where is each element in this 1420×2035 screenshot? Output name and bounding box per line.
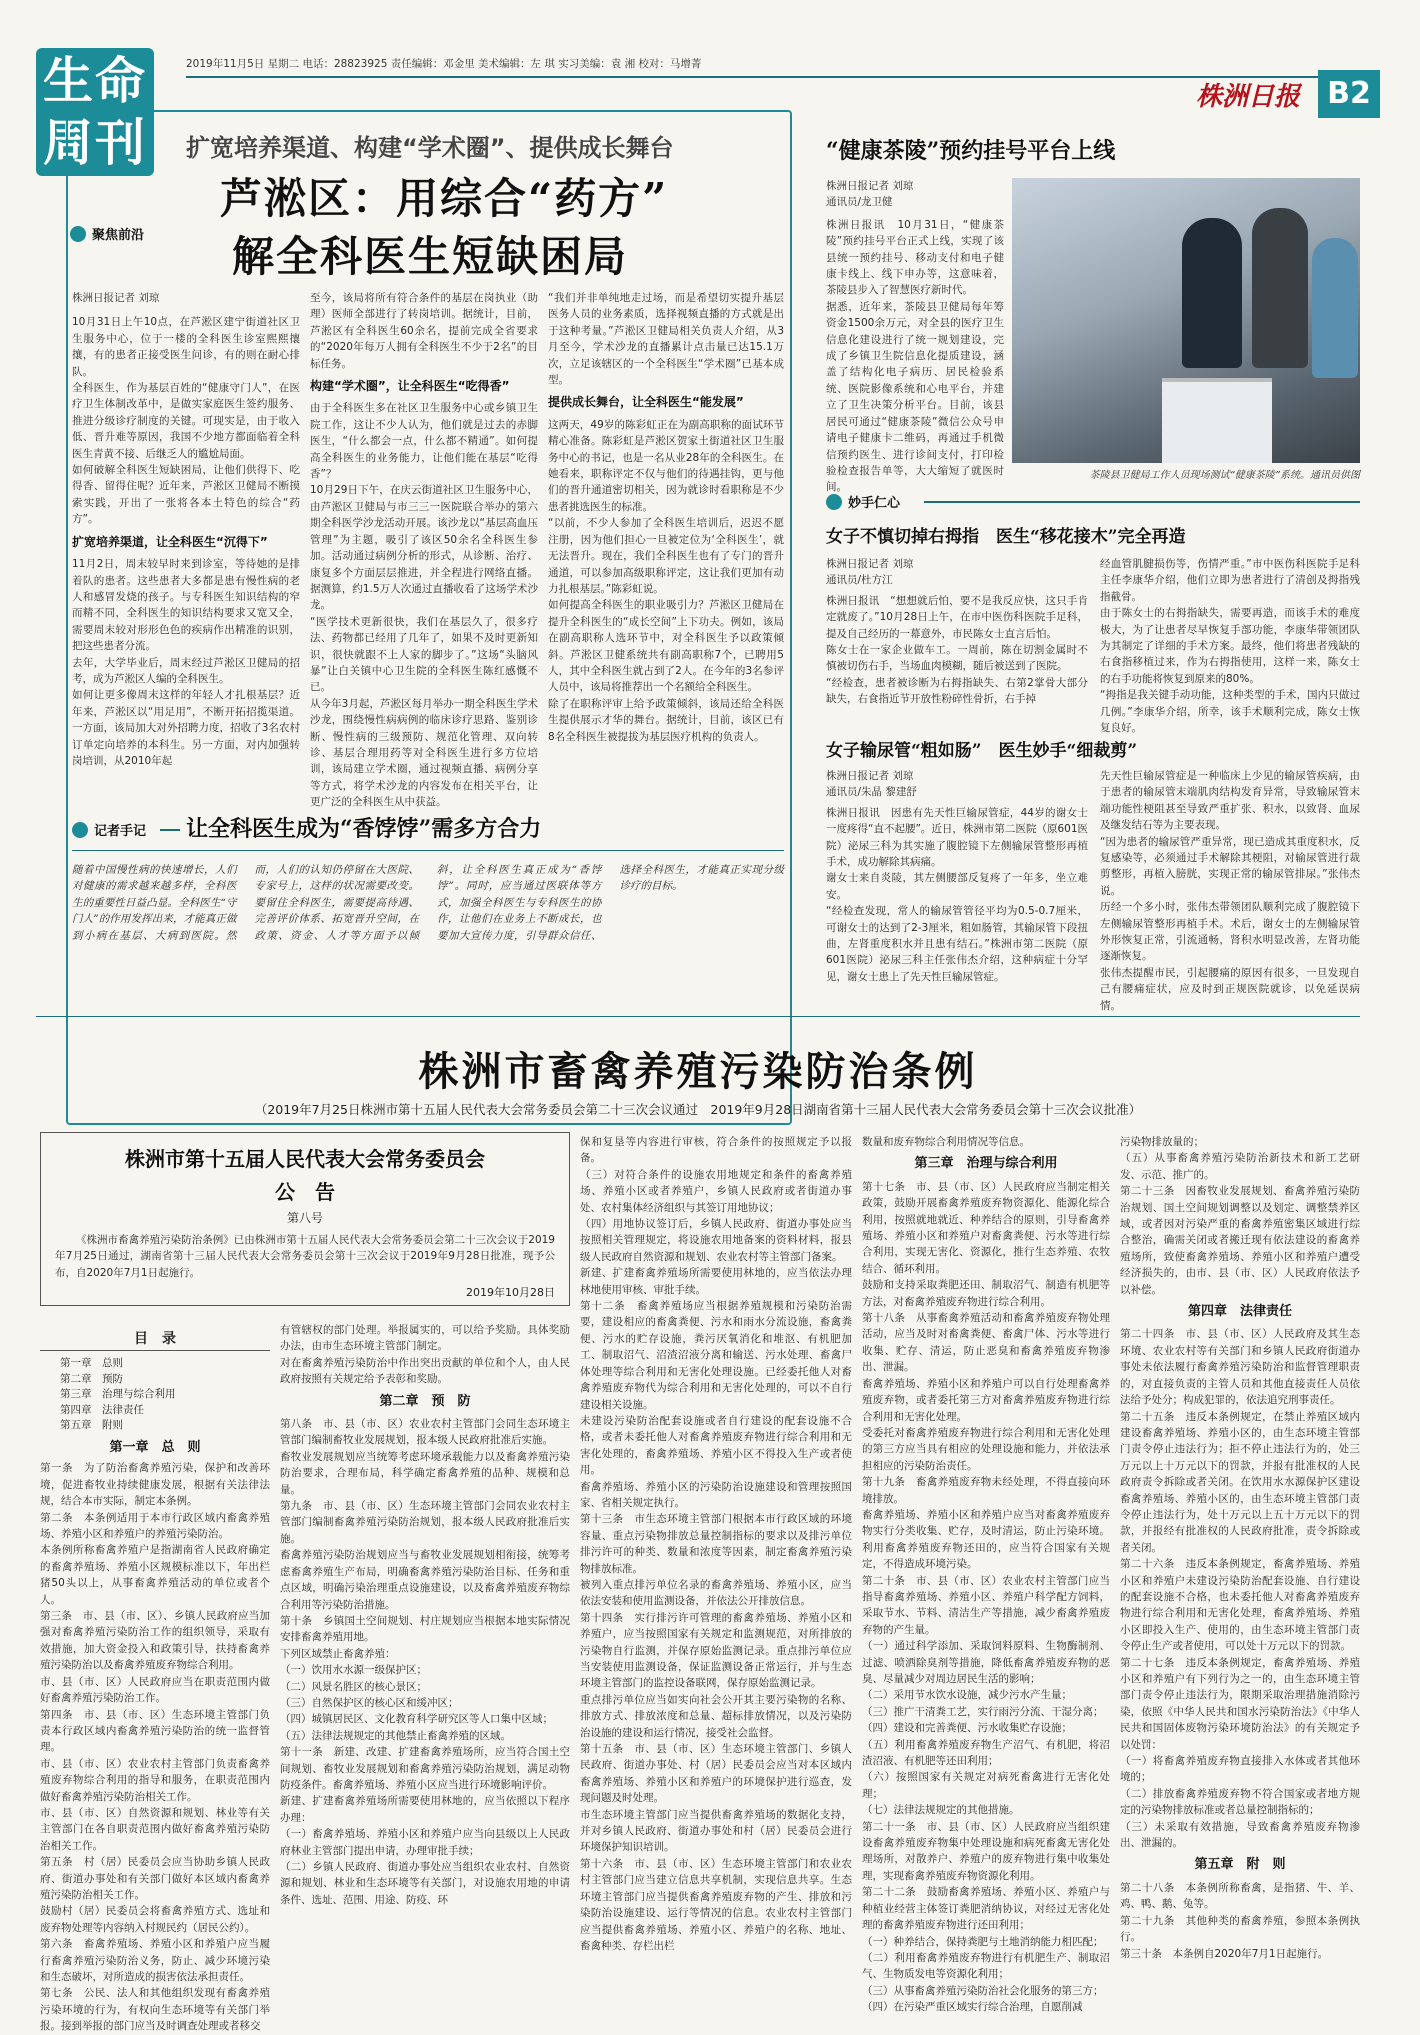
story-b-text-1: 株洲日报讯 因患有先天性巨输尿管症，44岁的谢女士一度疼得“直不起腰”。近日，株洲市第二医院（原601医院）泌尿三科为其实施了腹腔镜下左侧输尿管整形再植手术，成功解除其病痛。 谢女士来自炎陵，其左侧腰部反复疼了一年多，坐立难安。 “经检查发现，常人的输尿管管径平均为0.5-0.7厘米，可谢女士的达到了2-3厘米，粗如肠管，其输尿管下段扭曲，左肾重度积水并且患有结石。”株洲市第二医院（原601医院）泌尿三科主任张伟杰介绍，这种病症十分罕见，谢女士患上了先天性巨输尿管症。 (826, 806, 1088, 983)
side-story-1-body: 株洲日报讯 10月31日，“健康茶陵”预约挂号平台正式上线，实现了该县统一预约挂号、移动支付和电子健康卡线上、线下申办等，这意味着，茶陵县步入了智慧医疗新时代。 据悉，近年来，茶陵县卫健局每年筹资金1500余万元，对全县的医疗卫生信息化建设进行了统一规划建设，完成了乡镇卫生院信息化提质建设，涵盖了结构化电子病历、居民检验系统、医院影像系统和心电平台，并建立了卫生决策分析平台。目前，该县居民可通过“健康茶陵”微信公众号申请电子健康卡二维码，再通过手机微信预约医生、进行诊间支付，打印检验检查报告单等，大大缩短了就医时间。 (826, 218, 1004, 494)
side-section-tag (826, 492, 900, 511)
side-story-1-text (826, 178, 1004, 494)
lead-col1-subhead: 扩宽培养渠道，让全科医生“沉得下” (72, 534, 268, 549)
chapter-3-title: 第三章 治理与综合利用 (914, 1156, 1058, 1172)
lead-col-1 (72, 290, 300, 790)
page-number: B2 (1318, 70, 1380, 118)
lead-col-3 (548, 290, 784, 790)
reg-col-2 (280, 1322, 570, 1988)
reg-col2-text-b: 第八条 市、县（市、区）农业农村主管部门会同生态环境主管部门编制畜牧业发展规划，报本级人民政府批准后实施。 畜牧业发展规划应当统筹考虑环境承载能力以及畜禽养殖污染防治要求，合理布局，科学确定畜禽养殖的品种、规模和总量。 第九条 市、县（市、区）生态环境主管部门会同农业农村主管部门编制畜禽养殖污染防治规划，报本级人民政府批准后实施。 畜禽养殖污染防治规划应当与畜牧业发展规划相衔接，统筹考虑畜禽养殖生产布局，明确畜禽养殖污染防治目标、任务和重点区域，明确污染治理重点设施建设，以及畜禽养殖废弃物综合利用等污染防治措施。 第十条 乡镇国土空间规划、村庄规划应当根据本地实际情况安排畜禽养殖用地。 下列区域禁止畜禽养殖： （一）饮用水水源一级保护区； （二）风景名胜区的核心景区； （三）自然保护区的核心区和缓冲区； （四）城镇居民区、文化教育科学研究区等人口集中区域； （五）法律法规规定的其他禁止畜禽养殖的区域。 第十一条 新建、改建、扩建畜禽养殖场所，应当符合国土空间规划、畜牧业发展规划和畜禽养殖污染防治规划，满足动物防疫条件。畜禽养殖场、养殖小区应当进行环境影响评价。 新建、扩建畜禽养殖场所需要使用林地的，应当依照以下程序办理： （一）畜禽养殖场、养殖小区和养殖户应当向县级以上人民政府林业主管部门提出申请，办理审批手续； （二）乡镇人民政府、街道办事处应当组织农业农村、自然资源和规划、林业和生态环境等有关部门，对设施农用地的申请条件、选址、范围、用途、防疫、环 (280, 1418, 570, 1906)
reg-col5-text-c: 第二十八条 本条例所称畜禽，是指猪、牛、羊、鸡、鸭、鹅、兔等。 第二十九条 其他种类的畜禽养殖，参照本条例执行。 第三十条 本条例自2020年7月1日起施行。 (1120, 1881, 1360, 1960)
news-photo (1012, 178, 1360, 463)
toc-item[interactable]: 第二章 预防 (60, 1372, 123, 1385)
lead-byline: 株洲日报记者 刘琼 (72, 292, 160, 304)
lead-col2-text-b: 由于全科医生多在社区卫生服务中心或乡镇卫生院工作，这让不少人认为，他们就是过去的赤脚医生，“什么都会一点，什么都不精通”。如何提高全科医生的业务能力，让他们能在基层“吃得香”？ 10月29日下午，在庆云街道社区卫生服务中心，由芦淞区卫健局与市三三一医院联合举办的第六期全科医学沙龙活动开展。该沙龙以“基层高血压管理”为主题，吸引了该区50余名全科医生参加。活动通过病例分析的形式，从诊断、治疗、康复多个方面层层推进，并全程进行网络直播。据测算，约1.5万人次通过直播收看了这场学术沙龙。 “医学技术更新很快，我们在基层久了，很多疗法、药物都已经用了几年了，如果不及时更新知识，很快就跟不上人家的脚步了。”这场“头脑风暴”让白关镇中心卫生院的全科医生陈红感慨不已。 从今年3月起，芦淞区每月举办一期全科医生学术沙龙，围绕慢性病病例的临床诊疗思路、鉴别诊断、慢性病的三级预防、规范化管理、双向转诊、基层合理用药等对全科医生进行多方位培训，该局建立学术圈，通过视频直播、病例分享等方式，将学术沙龙的内容发布在相关平台，让更广泛的全科医生从中获益。 (310, 402, 538, 809)
reg-col5-text: 污染物排放量的； （五）从事畜禽养殖污染防治新技术和新工艺研发、示范、推广的。 第二十三条 因畜牧业发展规划、畜禽养殖污染防治规划、国土空间规划调整以及划定、调整禁养区域，或者因对污染严重的畜禽养殖密集区域进行综合整治，确需关闭或者搬迁现有依法建设的畜禽养殖场所，致使畜禽养殖场、养殖小区和养殖户遭受经济损失的，由市、县（市、区）人民政府依法予以补偿。 (1120, 1136, 1360, 1296)
lead-col3-text: “我们并非单纯地走过场，而是希望切实提升基层医务人员的业务素质，选择视频直播的方式就是出于这种考量。”芦淞区卫健局相关负责人介绍，从3月至今，学术沙龙的直播累计点击量已达15.1万次，立足该辖区的一个全科医生“学术圈”已基本成型。 (548, 292, 784, 387)
hand-heart-icon (826, 494, 842, 510)
story-a-text-2: 经血管肌腱损伤等，伤情严重。”市中医伤科医院手足科主任李康华介绍，他们立即为患者进行了清创及拇指残指截骨。 由于陈女士的右拇指缺失，需要再造，而该手术的难度极大，为了让患者尽早恢复手部功能，李康华带领团队为其制定了详细的手术方案。最终，他们将患者残缺的右食指移植过来，作为右拇指使用，这样一来，陈女士的右手功能将恢复到原来的80%。 “拇指是我关键手动功能，这种类型的手术，国内只做过几例。”李康华介绍，所幸，该手术顺利完成，陈女士恢复良好。 (1100, 558, 1360, 735)
side-headline-b: 女子输尿管“粗如肠” 医生妙手“细裁剪” (826, 741, 1138, 761)
story-b-byline-2: 通讯员/朱晶 黎建舒 (826, 786, 917, 799)
reg-col4-text: 数量和废弃物综合利用情况等信息。 (862, 1136, 1030, 1148)
regulation-top-rule (36, 1016, 1360, 1017)
story-a-col-1 (826, 556, 1088, 722)
regulation-subtitle: （2019年7月25日株洲市第十五届人民代表大会常务委员会第二十三次会议通过 2019年9月28日湖南省第十三届人民代表大会常务委员会第十三次会议批准） (254, 1102, 1142, 1117)
lead-headline-2: 解全科医生短缺困局 (232, 232, 629, 281)
story-b-text-2: 先天性巨输尿管症是一种临床上少见的输尿管疾病，由于患者的输尿管末端肌肉结构发育异常，导致输尿管末端功能性梗阻甚至导致严重扩张、积水，以致肾、血尿及继发结石等为主要表现。 “因为患者的输尿管严重异常，现已造成其重度积水，反复感染等，必须通过手术解除其梗阻，对输尿管进行裁剪整形，再植入膀胱，实现正常的输尿管排尿。”张伟杰说。 历经一个多小时，张伟杰带领团队顺利完成了腹腔镜下左侧输尿管整形再植手术。术后，谢女士的左侧输尿管外形恢复正常，引流通畅，肾积水明显改善，左肾功能逐渐恢复。 张伟杰提醒市民，引起腰痛的原因有很多，一旦发现自己有腰痛症状，应及时到正规医院就诊，以免延误病情。 (1100, 770, 1360, 1012)
chapter-5-title: 第五章 附 则 (1194, 1857, 1286, 1873)
toc-item[interactable]: 第一章 总则 (60, 1357, 123, 1369)
toc-item[interactable]: 第五章 附则 (60, 1419, 123, 1431)
commentary-rule (160, 829, 180, 831)
reg-col1-text: 第一条 为了防治畜禽养殖污染，保护和改善环境，促进畜牧业持续健康发展，根据有关法律法规，结合本市实际，制定本条例。 第二条 本条例适用于本市行政区域内畜禽养殖场、养殖小区和养殖户的养殖污染防治。 本条例所称畜禽养殖户是指湖南省人民政府确定的畜禽养殖场、养殖小区规模标准以下，年出栏猪50头以上，从事畜禽养殖活动的单位或者个人。 第三条 市、县（市、区）、乡镇人民政府应当加强对畜禽养殖污染防治工作的组织领导，采取有效措施，加大资金投入和政策引导，扶持畜禽养殖污染防治以及畜禽养殖废弃物综合利用。 市、县（市、区）人民政府应当在职责范围内做好畜禽养殖污染防治工作。 第四条 市、县（市、区）生态环境主管部门负责本行政区域内畜禽养殖污染防治的统一监督管理。 市、县（市、区）农业农村主管部门负责畜禽养殖废弃物综合利用的指导和服务，在职责范围内做好畜禽养殖污染防治相关工作。 市、县（市、区）自然资源和规划、林业等有关主管部门在各自职责范围内做好畜禽养殖污染防治相关工作。 第五条 村（居）民委员会应当协助乡镇人民政府、街道办事处和有关部门做好本区域内畜禽养殖污染防治相关工作。 鼓励村（居）民委员会将畜禽养殖方式、选址和废弃物处理等内容纳入村规民约（居民公约）。 第六条 畜禽养殖场、养殖小区和养殖户应当履行畜禽养殖污染防治义务，防止、减少环境污染和生态破坏，对所造成的损害依法承担责任。 第七条 公民、法人和其他组织发现有畜禽养殖污染环境的行为，有权向生态环境等有关部门举报。接到举报的部门应当及时调查处理或者移交 (40, 1462, 270, 2033)
side-section-rule (924, 501, 1360, 503)
lead-col1-text-b: 11月2日，周末较早时来到诊室，等待她的是排着队的患者。这些患者大多都是患有慢性病的老人和感冒发烧的孩子。与专科医生知识结构的窄而精不同，全科医生的知识结构要求又宽又全，需要周末较对形形色色的疾病作出精准的识别，把这些患者分流。 去年，大学毕业后，周末经过芦淞区卫健局的招考，成为芦淞区人编的全科医生。 如何让更多像周末这样的年轻人才扎根基层？近年来，芦淞区以“用足用”，不断开拓招揽渠道。一方面，该局加大对外招聘力度，招收了3名农村订单定向培养的本科生。另一方面，对内加强转岗培训，从2010年起 (72, 558, 300, 767)
photo-person-3 (1312, 238, 1358, 378)
reg-col-4 (862, 1134, 1110, 2014)
toc-list (60, 1356, 270, 1434)
notice-body: 《株洲市畜禽养殖污染防治条例》已由株洲市第十五届人民代表大会常务委员会第二十三次会议于2019年7月25日通过，湖南省第十三届人民代表大会常务委员会第十三次会议于2019年9月28日批准，现予公布，自2020年7月1日起施行。 (55, 1234, 555, 1279)
reg-col3-text: 保和复垦等内容进行审核，符合条件的按照规定予以报备。 （三）对符合条件的设施农用地规定和条件的畜禽养殖场、养殖小区或者养殖户，乡镇人民政府或者街道办事处、农村集体经济组织与其签订用地协议； （四）用地协议签订后，乡镇人民政府、街道办事处应当按照相关管理规定，将设施农用地备案的资料材料，报县级人民政府自然资源和规划、农业农村等主管部门备案。 新建、扩建畜禽养殖场所需要使用林地的，应当依法办理林地使用审核、审批手续。 第十二条 畜禽养殖场应当根据养殖规模和污染防治需要，建设相应的畜禽粪便、污水和雨水分流设施，畜禽粪便、污水的贮存设施，粪污厌氧消化和堆沤、有机肥加工、制取沼气、沼渣沼液分离和输送、污水处理、畜禽尸体处理等综合利用和无害化处理设施。已经委托他人对畜禽养殖废弃物代为综合利用和无害化处理的，可以不自行建设相关设施。 未建设污染防治配套设施或者自行建设的配套设施不合格，或者未委托他人对畜禽养殖废弃物进行综合利用和无害化处理的，畜禽养殖场、养殖小区不得投入生产或者使用。 畜禽养殖场、养殖小区的污染防治设施建设和管理按照国家、省相关规定执行。 第十三条 市生态环境主管部门根据本市行政区域的环境容量、重点污染物排放总量控制指标的要求以及排污单位排污许可的种类、数量和浓度等因素，制定畜禽养殖污染物排放标准。 被列入重点排污单位名录的畜禽养殖场、养殖小区，应当依法安装和使用监测设备，并依法公开排放信息。 (580, 1136, 852, 1608)
lead-col2-subhead: 构建“学术圈”，让全科医生“吃得香” (310, 379, 510, 394)
story-a-byline-1: 株洲日报记者 刘琼 (826, 558, 914, 570)
commentary-headline: 让全科医生成为“香饽饽”需多方合力 (186, 816, 542, 842)
notice-type: 公 告 (275, 1180, 335, 1204)
regulation-title: 株洲市畜禽养殖污染防治条例 (418, 1048, 978, 1095)
commentary-tag (72, 820, 146, 839)
column-tag (70, 224, 144, 243)
lead-col-2 (310, 290, 538, 809)
notice-number: 第八号 (286, 1211, 323, 1225)
story-b-byline-1: 株洲日报记者 刘琼 (826, 770, 914, 782)
notice-box (40, 1132, 570, 1306)
chapter-4-title: 第四章 法律责任 (1187, 1304, 1292, 1320)
reg-col2-text: 有管辖权的部门处理。举报属实的，可以给予奖励。具体奖励办法，由市生态环境主管部门制定。 对在畜禽养殖污染防治中作出突出贡献的单位和个人，由人民政府按照有关规定给予表彰和奖励。 (280, 1324, 570, 1386)
story-b-col-1 (826, 768, 1088, 983)
date-line: 2019年11月5日 星期二 电话：28823925 责任编辑：邓金里 美术编辑：左 琪 实习美编：袁 湘 校对：马增菁 (186, 58, 702, 70)
side-section-tag-label: 妙手仁心 (848, 496, 901, 511)
story-a-text-1: 株洲日报讯 “想想就后怕，要不是我反应快，这只手肯定就废了。”10月28日上午，在市中医伤科医院手足科，提及自己经历的一幕意外，市民陈女士直言后怕。 陈女士在一家企业做车工。一周前，陈在切割金属时不慎被切伤右手，当场血肉模糊，随后被送到了医院。 “经检查，患者被诊断为右拇指缺失、右第2掌骨大部分缺失，右食指近节开放性粉碎性骨折，右手掉 (826, 594, 1088, 706)
photo-person-2 (1252, 208, 1308, 368)
lead-col3-text-b: 这两天，49岁的陈彩虹正在为副高职称的面试环节精心准备。陈彩虹是芦淞区贺家土街道社区卫生服务中心的书记，也是一名从业28年的全科医生。在她看来，职称评定不仅与他们的待遇挂钩，更与他们的晋升通道密切相关，因为就诊时看职称是不少患者挑选医生的标准。 “以前，不少人参加了全科医生培训后，迟迟不愿注册，因为他们担心一旦被定位为‘全科医生’，就无法晋升。现在，我们全科医生也有了专门的晋升通道，可以参加高级职称评定，这让我们更加有动力扎根基层。”陈彩虹说。 如何提高全科医生的职业吸引力？芦淞区卫健局在提升全科医生的“成长空间”上下功夫。例如，该局在副高职称人选环节中，对全科医生予以政策倾斜。芦淞区卫健系统共有副高职称7个，已聘用5人，其中全科医生就占到了2人。在今年的3名参评人员中，该局将推荐出一个名额给全科医生。 除了在职称评审上给予政策倾斜，该局还给全科医生提供展示才华的舞台。据统计，目前，该区已有8名全科医生被提拔为基层医疗机构的负责人。 (548, 418, 784, 743)
lead-col3-subhead: 提供成长舞台，让全科医生“能发展” (548, 395, 744, 410)
photo-caption: 茶陵县卫健局工作人员现场测试“健康茶陵”系统。通讯员供图 (1089, 470, 1360, 481)
toc-rule (40, 1350, 270, 1351)
side-byline-1a: 株洲日报记者 刘琼 (826, 180, 914, 192)
reg-col-5 (1120, 1134, 1360, 1988)
toc-title: 目 录 (134, 1331, 176, 1347)
side-byline-1b: 通讯员/龙卫健 (826, 196, 893, 209)
section-title: 生命周刊 (43, 51, 147, 172)
commentary-tag-label: 记者手记 (94, 824, 147, 839)
lead-col2-text: 至今，该局将所有符合条件的基层在岗执业（助理）医师全部进行了转岗培训。据统计，目前，芦淞区有全科医生60余名，提前完成全省要求的“2020年每万人拥有全科医生不少于2名”的目标任务。 (310, 292, 538, 370)
photo-kiosk (1162, 378, 1272, 463)
masthead-rule (186, 76, 1360, 78)
story-a-byline-2: 通讯员/杜方江 (826, 574, 893, 587)
lead-col1-text: 10月31日上午10点，在芦淞区建宁街道社区卫生服务中心，位于一楼的全科医生诊室熙熙攘攘，有的患者正接受医生问诊，有的则在耐心排队。 全科医生，作为基层百姓的“健康守门人”，在医疗卫生体制改革中，是做实家庭医生签约服务、推进分级诊疗制度的关键。可现实是，由于收入低、晋升难等原因，我国不少地方都面临着全科医生青黄不接、后继乏人的尴尬局面。 如何破解全科医生短缺困局，让他们供得下、吃得香、留得住呢？近年来，芦淞区卫健局不断摸索实践，开出了一张将各本土特色的综合“药方”。 (72, 316, 300, 526)
lead-headline-1: 芦淞区：用综合“药方” (220, 174, 669, 223)
toc-item[interactable]: 第三章 治理与综合利用 (60, 1388, 176, 1400)
commentary-rule-2 (72, 850, 784, 851)
chapter-1-title: 第一章 总 则 (109, 1440, 201, 1455)
focus-icon (70, 226, 86, 242)
reg-col5-text-b: 第二十四条 市、县（市、区）人民政府及其生态环境、农业农村等有关部门和乡镇人民政府街道办事处未依法履行畜禽养殖污染防治和监督管理职责的，对直接负责的主管人员和其他直接责任人员依法给予处分；构成犯罪的，依法追究刑事责任。 第二十五条 违反本条例规定，在禁止养殖区域内建设畜禽养殖场、养殖小区的，由生态环境主管部门责令停止违法行为；拒不停止违法行为的，处三万元以上十万元以下的罚款，并报有批准权的人民政府责令拆除或者关闭。在饮用水水源保护区建设畜禽养殖场、养殖小区的，由生态环境主管部门责令停止违法行为，处十万元以上五十万元以下的罚款，并报经有批准权的人民政府批准，责令拆除或者关闭。 第二十六条 违反本条例规定，畜禽养殖场、养殖小区和养殖户未建设污染防治配套设施、自行建设的配套设施不合格，也未委托他人对畜禽养殖废弃物进行综合利用和无害化处理，畜禽养殖场、养殖小区即投入生产、使用的，由生态环境主管部门责令停止生产或者使用，可以处十万元以下的罚款。 第二十七条 违反本条例规定，畜禽养殖场、养殖小区和养殖户有下列行为之一的，由生态环境主管部门责令停止违法行为，限期采取治理措施消除污染，依照《中华人民共和国水污染防治法》《中华人民共和国固体废物污染环境防治法》的有关规定予以处罚： （一）将畜禽养殖废弃物直接排入水体或者其他环境的； （二）排放畜禽养殖废弃物不符合国家或者地方规定的污染物排放标准或者总量控制指标的； （三）未采取有效措施，导致畜禽养殖废弃物渗出、泄漏的。 (1120, 1328, 1360, 1850)
toc-item[interactable]: 第四章 法律责任 (60, 1403, 144, 1416)
reg-col-1 (40, 1440, 270, 2033)
photo-person-1 (1182, 218, 1242, 368)
commentary-body: 随着中国慢性病的快速增长，人们对健康的需求越来越多样，全科医生的重要性日益凸显。全科医生“守门人”的作用发挥出来，才能真正做到小病在基层、大病到医院。然而，人们的认知仍停留在大医院、专家号上，这样的状况需要改变。要留住全科医生，需要提高待遇、完善评价体系、拓宽晋升空间，在政策、资金、人才等方面予以倾斜，让全科医生真正成为“香饽饽”。同时，应当通过医联体等方式，加强全科医生与专科医生的协作，让他们在业务上不断成长，也要加大宣传力度，引导群众信任、选择全科医生，才能真正实现分级诊疗的目标。 (72, 864, 784, 942)
notebook-icon (72, 822, 88, 838)
side-headline-1: “健康茶陵”预约挂号平台上线 (826, 138, 1116, 164)
chapter-2-title: 第二章 预 防 (379, 1393, 471, 1409)
side-headline-a: 女子不慎切掉右拇指 医生“移花接木”完全再造 (826, 527, 1186, 547)
lead-kicker: 扩宽培养渠道、构建“学术圈”、提供成长舞台 (186, 134, 674, 162)
notice-date: 2019年10月28日 (466, 1286, 555, 1299)
reg-col-3 (580, 1134, 852, 1988)
column-tag-label: 聚焦前沿 (92, 228, 145, 243)
reg-col3-text-b: 第十四条 实行排污许可管理的畜禽养殖场、养殖小区和养殖户，应当按照国家有关规定和监测规范，对所排放的污染物自行监测，并保存原始监测记录。重点排污单位应当安装使用监测设备，保证监测设备正常运行，并与生态环境主管部门的监控设备联网，保存原始监测记录。 重点排污单位应当如实向社会公开其主要污染物的名称、排放方式、排放浓度和总量、超标排放情况，以及污染防治设施的建设和运行情况，接受社会监督。 第十五条 市、县（市、区）生态环境主管部门、乡镇人民政府、街道办事处、村（居）民委员会应当对本区域内畜禽养殖场、养殖小区和养殖户的环境保护进行巡查，发现问题及时处理。 市生态环境主管部门应当提供畜禽养殖场的数据化支持，并对乡镇人民政府、街道办事处和村（居）民委员会进行环境保护知识培训。 第十六条 市、县（市、区）生态环境主管部门和农业农村主管部门应当建立信息共享机制，实现信息共享。生态环境主管部门应当提供畜禽养殖废弃物的产生、排放和污染防治设施建设、运行等情况的信息。农业农村主管部门应当提供畜禽养殖场、养殖小区、养殖户的名称、地址、畜禽种类、存栏出栏 (580, 1611, 852, 1952)
reg-col4-text-b: 第十七条 市、县（市、区）人民政府应当制定相关政策，鼓励开展畜禽养殖废弃物资源化、能源化综合利用，按照就地就近、种养结合的原则，引导畜禽养殖场、养殖小区和养殖户对畜禽粪便、污水等进行综合利用，实现无害化、资源化，推行生态养殖、农牧结合、循环利用。 鼓励和支持采取粪肥还田、制取沼气、制造有机肥等方法，对畜禽养殖废弃物进行综合利用。 第十八条 从事畜禽养殖活动和畜禽养殖废弃物处理活动，应当及时对畜禽粪便、畜禽尸体、污水等进行收集、贮存、清运，防止恶臭和畜禽养殖废弃物渗出、泄漏。 畜禽养殖场、养殖小区和养殖户可以自行处理畜禽养殖废弃物，或者委托第三方对畜禽养殖废弃物进行综合利用和无害化处理。 受委托对畜禽养殖废弃物进行综合利用和无害化处理的第三方应当具有相应的处理设施和能力，并依法承担相应的污染防治责任。 第十九条 畜禽养殖废弃物未经处理，不得直接向环境排放。 畜禽养殖场、养殖小区和养殖户应当对畜禽养殖废弃物实行分类收集、贮存，及时清运，防止污染环境。利用畜禽养殖废弃物还田的，应当符合国家有关规定，不得造成环境污染。 第二十条 市、县（市、区）农业农村主管部门应当指导畜禽养殖场、养殖小区、养殖户科学配方饲料，采取节水、节料、清洁生产等措施，减少畜禽养殖废弃物的产生量。 （一）通过科学添加、采取饲料原料、生物酶制剂、过滤、喷洒除臭剂等措施，降低畜禽养殖废弃物的恶臭、尽量减少对周边居民生活的影响； （二）采用节水饮水设施，减少污水产生量； （三）推广干清粪工艺，实行雨污分流、干湿分离； （四）建设和完善粪便、污水收集贮存设施； （五）利用畜禽养殖废弃物生产沼气、有机肥，将沼渣沼液、有机肥等还田利用； （六）按照国家有关规定对病死畜禽进行无害化处理； （七）法律法规规定的其他措施。 第二十一条 市、县（市、区）人民政府应当组织建设畜禽养殖废弃物集中处理设施和病死畜禽无害化处理场所，对散养户、养殖户的废弃物进行集中收集处理，实现畜禽养殖废弃物资源化利用。 第二十二条 鼓励畜禽养殖场、养殖小区、养殖户与种植业经营主体签订粪肥消纳协议，对经过无害化处理的畜禽养殖废弃物进行还田利用； （一）种养结合，保持粪肥与土地消纳能力相匹配； （二）利用畜禽养殖废弃物进行有机肥生产、制取沼气、生物质发电等资源化利用； （三）从事畜禽养殖污染防治社会化服务的第三方； （四）在污染严重区域实行综合治理，自愿削减 (862, 1180, 1110, 2014)
paper-name: 株洲日报 (1196, 82, 1301, 112)
notice-org: 株洲市第十五届人民代表大会常务委员会 (125, 1147, 485, 1171)
